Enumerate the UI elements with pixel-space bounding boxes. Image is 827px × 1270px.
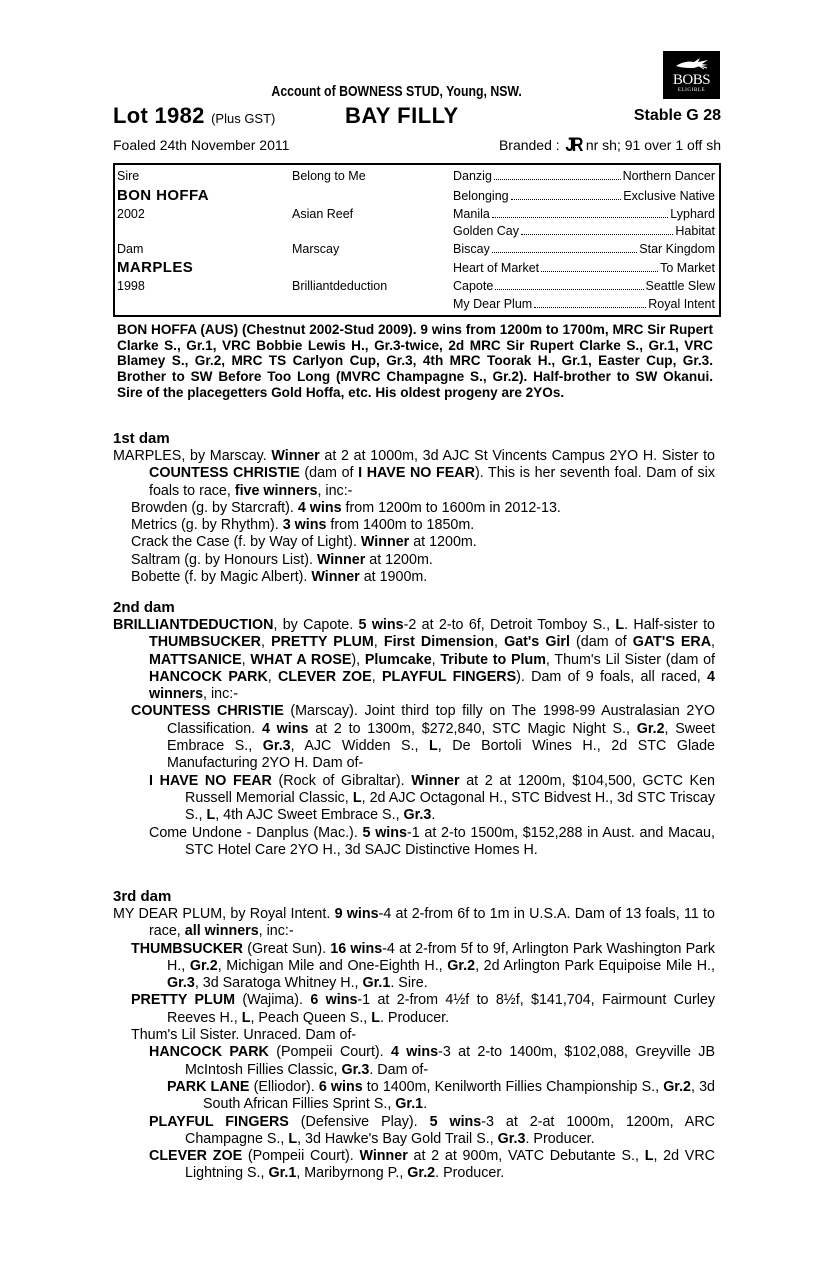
text: , <box>371 668 382 685</box>
bold-text: COUNTESS CHRISTIE <box>149 465 300 482</box>
text: (dam of <box>569 634 633 651</box>
text: , 2d Arlington Park Equipoise Mile H., <box>475 957 715 974</box>
bird-icon <box>674 56 710 72</box>
bold-text: PRETTY PLUM <box>271 634 374 651</box>
bold-text: Winner <box>316 551 366 568</box>
bold-text: L <box>371 1009 380 1026</box>
gen3-right: Northern Dancer <box>622 169 715 183</box>
text: Metrics (g. by Rhythm). <box>131 517 283 534</box>
text: MY DEAR PLUM, by Royal Intent. <box>113 906 335 922</box>
bold-text: THUMBSUCKER <box>131 940 243 957</box>
logo-subtext: ELIGIBLE <box>677 88 706 93</box>
text: at 1900m. <box>359 569 428 586</box>
bold-text: 5 wins <box>362 824 407 841</box>
bold-text: L <box>428 738 438 755</box>
sire-summary: BON HOFFA (AUS) (Chestnut 2002-Stud 2009). 9 wins from 1200m to 1700m, MRC Sir Rupert Clarke S., Gr.1, VRC Bobbie Lewis H., Gr.3-twice, 2d MRC Sir Rupert Clarke S., Gr.1, VRC Blamey S., Gr.2, MRC TS Carlyon Cup, Gr.3, 4th MRC Toorak H., Gr.1, Easter Cup, Gr.3. Brother to SW Before Too Long (MVRC Champagne S., Gr.2). Half-brother to SW Okanui. Sire of the placegetters Gold Hoffa, etc. His oldest progeny are 2YOs. <box>117 322 713 400</box>
bold-text: Winner <box>311 569 360 586</box>
bold-text: HANCOCK PARK <box>149 1044 269 1061</box>
bold-text: L <box>241 1009 251 1026</box>
text: , inc:- <box>203 686 238 703</box>
progeny-entry <box>113 1079 715 1114</box>
text: (Pompeii Court). <box>242 1148 360 1165</box>
leader-dots <box>521 224 673 235</box>
text: , <box>261 634 272 651</box>
lot-number <box>113 103 275 129</box>
gen3-right: Exclusive Native <box>623 189 715 203</box>
bold-text: five winners <box>234 482 318 499</box>
text: at 2 to 1300m, $272,840, STC Magic Night S., <box>308 720 637 737</box>
gen3-row <box>453 189 715 204</box>
first-dam-section <box>113 430 715 586</box>
gen3-left: Golden Cay <box>453 224 520 238</box>
text: from 1200m to 1600m in 2012-13. <box>341 499 561 516</box>
progeny-entry <box>113 703 715 772</box>
text: -4 at 2-from 6f to 1m in U.S.A. Dam of 13 foals, 11 to race, <box>149 906 715 940</box>
bold-text: Gr.2 <box>407 1165 436 1182</box>
pedigree-table <box>113 163 721 317</box>
text: at 1200m. <box>365 551 433 568</box>
text: ), <box>351 651 365 668</box>
bold-text: Winner <box>411 772 460 789</box>
text: Crack the Case (f. by Way of Light). <box>131 534 361 551</box>
bold-text: Gr.1 <box>362 975 391 992</box>
bold-text: Gat's Girl <box>504 634 570 651</box>
bold-text: Winner <box>271 448 320 464</box>
bold-text: 16 wins <box>330 940 383 957</box>
branded-detail: nr sh; 91 over 1 off sh <box>585 137 721 153</box>
text: , Sweet Embrace S., <box>167 720 716 755</box>
text: -1 at 2-from 4½f to 8½f, $141,704, Fairmount Curley Reeves H., <box>167 992 715 1026</box>
text: , <box>267 668 279 685</box>
text: , Michigan Mile and One-Eighth H., <box>217 957 448 974</box>
text: . Producer. <box>525 1130 595 1147</box>
bold-text: Winner <box>360 534 410 551</box>
gen3-right: Royal Intent <box>648 297 715 311</box>
gen3-left: Danzig <box>453 169 492 183</box>
dam-sire: Marscay <box>292 242 340 256</box>
gen3-left: Biscay <box>453 242 490 256</box>
text: at 2 at 900m, VATC Debutante S., <box>407 1148 645 1165</box>
text: . Sire. <box>390 975 428 992</box>
text: Bobette (f. by Magic Albert). <box>131 569 312 586</box>
text: , 3d South African Fillies Sprint S., <box>203 1078 715 1113</box>
bold-text: PRETTY PLUM <box>131 992 235 1009</box>
text: , De Bortoli Wines H., 2d STC Glade Manufacturing 2YO H. Dam of- <box>167 738 715 772</box>
bold-text: THUMBSUCKER <box>149 634 261 651</box>
text: , AJC Widden S., <box>290 738 429 755</box>
third-dam-section <box>113 888 715 1183</box>
brand-mark-icon: JR <box>564 135 581 156</box>
text: (Great Sun). <box>243 940 331 957</box>
text: , by Capote. <box>273 617 359 633</box>
text: at 2 at 1000m, 3d AJC St Vincents Campus 2YO H. Sister to <box>319 448 715 464</box>
section-title: 3rd dam <box>113 888 172 905</box>
progeny-entry <box>113 1114 715 1149</box>
text: . Half-sister to <box>624 617 716 633</box>
bold-text: 3 wins <box>282 517 327 534</box>
bold-text: Gr.1 <box>395 1096 424 1113</box>
progeny-entry <box>113 773 715 825</box>
logo-text: BOBS <box>672 72 711 88</box>
entry-list <box>113 941 715 1183</box>
bold-text: L <box>352 789 362 806</box>
dam-intro <box>113 617 715 703</box>
text: , inc:- <box>317 482 353 499</box>
text: at 2 at 1200m, $104,500, GCTC Ken Russell Memorial Classic, <box>185 772 715 806</box>
text: , 2d VRC Lightning S., <box>185 1148 715 1182</box>
leader-dots <box>495 279 643 290</box>
bold-text: Winner <box>359 1148 408 1165</box>
gen3-left: My Dear Plum <box>453 297 533 311</box>
progeny-entry <box>113 941 715 993</box>
sire-sire: Belong to Me <box>292 169 366 183</box>
bold-text: Gr.2 <box>189 957 218 974</box>
bold-text: HANCOCK PARK <box>149 668 268 685</box>
gen3-left: Heart of Market <box>453 261 540 275</box>
text: (Marscay). Joint third top filly on The 1998-99 Australasian 2YO Classification. <box>167 703 715 737</box>
progeny-item <box>113 569 715 586</box>
text: from 1400m to 1850m. <box>326 517 475 534</box>
text: MARPLES, by Marscay. <box>113 448 272 464</box>
horse-description: BAY FILLY <box>345 103 459 128</box>
vendor-account: Account of BOWNESS STUD, Young, NSW. <box>271 83 522 100</box>
entry-list <box>113 703 715 859</box>
text: , inc:- <box>258 923 294 940</box>
text: -1 at 2-to 1500m, $152,288 in Aust. and Macau, STC Hotel Care 2YO H., 3d SAJC Distinctive Homes H. <box>185 824 715 858</box>
sire-label: Sire <box>117 169 140 183</box>
gen3-row <box>453 224 715 239</box>
text: , <box>494 634 505 651</box>
bold-text: Gr.2 <box>447 957 476 974</box>
dam-year: 1998 <box>117 279 145 293</box>
gen3-left: Belonging <box>453 189 509 203</box>
bold-text: L <box>644 1148 654 1165</box>
branded-label: Branded : <box>498 137 560 153</box>
text: . Producer. <box>379 1009 450 1026</box>
leader-dots <box>541 261 658 272</box>
gen3-row <box>453 261 715 276</box>
bold-text: Gr.3 <box>167 975 195 992</box>
progeny-item <box>113 517 715 534</box>
progeny-item <box>113 534 715 551</box>
text: , 3d Saratoga Whitney H., <box>194 975 363 992</box>
text: . Dam of- <box>369 1061 429 1078</box>
second-dam-section <box>113 599 715 859</box>
text: ). Dam of 9 foals, all raced, <box>516 668 708 685</box>
bold-text: PLAYFUL FINGERS <box>149 1113 289 1130</box>
bold-text: WHAT A ROSE <box>250 651 352 668</box>
text: , <box>373 634 384 651</box>
text: to 1400m, Kenilworth Fillies Championship S., <box>362 1078 664 1095</box>
section-title: 1st dam <box>113 430 170 447</box>
text: , Thum's Lil Sister (dam of <box>545 651 716 668</box>
bold-text: GAT'S ERA <box>632 634 712 651</box>
lot-label: Lot 1982 <box>113 103 205 128</box>
bold-text: L <box>206 807 216 824</box>
stable-location: Stable G 28 <box>633 107 721 124</box>
dam-intro <box>113 906 715 941</box>
bold-text: Gr.3 <box>262 738 291 755</box>
text: , Maribyrnong P., <box>296 1165 408 1182</box>
gen3-row <box>453 242 715 257</box>
text: -3 at 2-to 1400m, $102,088, Greyville JB McIntosh Fillies Classic, <box>185 1044 715 1078</box>
progeny-item <box>113 552 715 569</box>
bold-text: 6 wins <box>318 1078 363 1095</box>
sire-year: 2002 <box>117 207 145 221</box>
text: , 3d Hawke's Bay Gold Trail S., <box>297 1130 498 1147</box>
text: , Peach Queen S., <box>250 1009 372 1026</box>
bold-text: Gr.3 <box>341 1061 370 1078</box>
bold-text: Tribute to Plum <box>440 651 546 668</box>
bold-text: Gr.2 <box>636 720 665 737</box>
bold-text: I HAVE NO FEAR <box>149 772 272 789</box>
bold-text: BRILLIANTDEDUCTION <box>113 617 274 633</box>
bold-text: COUNTESS CHRISTIE <box>131 703 284 720</box>
gen3-right: Lyphard <box>670 207 715 221</box>
progeny-entry <box>113 1148 715 1183</box>
bold-text: all winners <box>184 923 259 940</box>
text: , <box>241 651 251 668</box>
leader-dots <box>494 169 621 180</box>
bold-text: 5 wins <box>358 617 404 633</box>
text: -3 at 2-at 1000m, 1200m, ARC Champagne S., <box>185 1113 715 1147</box>
bold-text: Gr.3 <box>497 1130 526 1147</box>
bold-text: Plumcake <box>364 651 432 668</box>
bold-text: 9 wins <box>334 906 379 922</box>
text: at 1200m. <box>409 534 477 551</box>
progeny-item <box>113 500 715 517</box>
gen3-row <box>453 207 715 222</box>
leader-dots <box>492 207 668 218</box>
bold-text: PARK LANE <box>167 1078 250 1095</box>
sire-dam: Asian Reef <box>292 207 354 221</box>
text: Browden (g. by Starcraft). <box>131 499 298 516</box>
text: . Producer. <box>435 1165 505 1182</box>
leader-dots <box>492 242 637 253</box>
bold-text: Gr.1 <box>268 1165 297 1182</box>
text: ). This is her seventh foal. Dam of six foals to race, <box>149 465 715 499</box>
bold-text: L <box>615 617 625 633</box>
progeny-entry <box>113 992 715 1027</box>
text: . <box>431 807 436 824</box>
lot-line <box>113 103 721 129</box>
branding-info <box>499 135 721 157</box>
gen3-left: Capote <box>453 279 494 293</box>
dam-name: MARPLES <box>117 259 194 276</box>
gen3-left: Manila <box>453 207 490 221</box>
dam-label: Dam <box>117 242 144 256</box>
gen3-right: Habitat <box>675 224 715 238</box>
progeny-entry <box>113 1044 715 1079</box>
gen3-right: To Market <box>660 261 715 275</box>
progeny-entry <box>113 825 715 860</box>
text: Saltram (g. by Honours List). <box>131 551 317 568</box>
bold-text: MATTSANICE <box>149 651 242 668</box>
leader-dots <box>534 297 646 308</box>
text: Thum's Lil Sister. Unraced. Dam of- <box>131 1027 357 1044</box>
bold-text: First Dimension <box>383 634 495 651</box>
gen3-right: Seattle Slew <box>645 279 715 293</box>
bold-text: L <box>288 1130 298 1147</box>
bold-text: 6 wins <box>310 992 358 1009</box>
text: , 4th AJC Sweet Embrace S., <box>215 807 404 824</box>
bold-text: Gr.2 <box>663 1078 692 1095</box>
text: -2 at 2-to 6f, Detroit Tomboy S., <box>403 617 616 633</box>
text: , 2d AJC Octagonal H., STC Bidvest H., 3d STC Triscay S., <box>185 789 715 824</box>
text: (dam of <box>299 465 359 482</box>
text: , <box>711 634 716 651</box>
dam-intro <box>113 448 715 500</box>
text: (Elliodor). <box>249 1078 319 1095</box>
bold-text: 4 wins <box>261 720 309 737</box>
bold-text: 4 winners <box>149 668 715 703</box>
text: (Defensive Play). <box>288 1113 430 1130</box>
bold-text: 4 wins <box>297 499 342 516</box>
bold-text: CLEVER ZOE <box>149 1148 243 1165</box>
gen3-row <box>453 169 715 184</box>
progeny-entry <box>113 1027 715 1044</box>
gen3-row <box>453 279 715 294</box>
text: (Rock of Gibraltar). <box>271 772 412 789</box>
bold-text: 4 wins <box>391 1044 439 1061</box>
lot-gst-note: (Plus GST) <box>211 111 276 126</box>
text: , <box>431 651 441 668</box>
text: Come Undone - Danplus (Mac.). <box>149 824 363 841</box>
leader-dots <box>511 189 622 200</box>
bold-text: I HAVE NO FEAR <box>358 465 475 482</box>
progeny-list <box>113 500 715 586</box>
gen3-right: Star Kingdom <box>639 242 715 256</box>
gen3-row <box>453 297 715 312</box>
bold-text: CLEVER ZOE <box>278 668 372 685</box>
dam-dam: Brilliantdeduction <box>292 279 388 293</box>
text: -4 at 2-from 5f to 9f, Arlington Park Washington Park H., <box>167 940 715 974</box>
bold-text: Gr.3 <box>403 807 432 824</box>
foaled-date: Foaled 24th November 2011 <box>113 137 290 153</box>
text: . <box>423 1096 428 1113</box>
section-title: 2nd dam <box>113 599 175 616</box>
bold-text: PLAYFUL FINGERS <box>381 668 517 685</box>
bobs-eligible-logo <box>663 51 720 99</box>
bold-text: 5 wins <box>429 1113 482 1130</box>
sire-name: BON HOFFA <box>117 187 209 204</box>
text: (Pompeii Court). <box>268 1044 391 1061</box>
text: (Wajima). <box>235 992 311 1009</box>
